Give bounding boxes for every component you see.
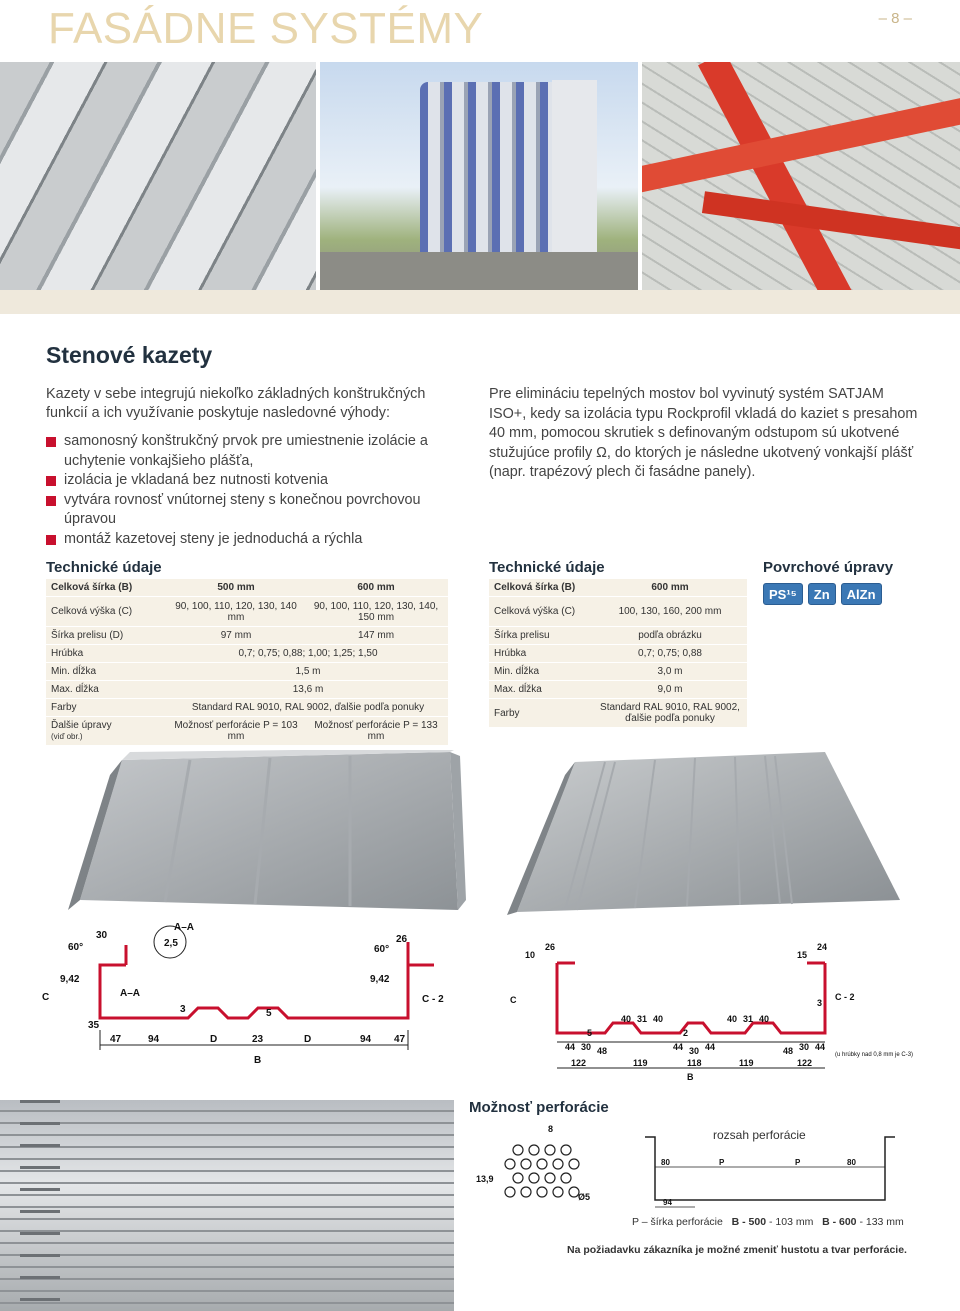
- benefits-list: [46, 432, 456, 549]
- dim-label: 40: [727, 1014, 738, 1024]
- dim-label: 26: [396, 934, 408, 945]
- dim-label: P: [719, 1158, 725, 1167]
- profile-line: [557, 963, 825, 1033]
- dim-label: 119: [633, 1058, 648, 1068]
- dim-label: 24: [817, 942, 828, 952]
- table-cell: Možnosť perforácie P = 103 mm: [168, 717, 304, 746]
- dim-label: 8: [548, 1124, 554, 1134]
- cross-section-left: [38, 920, 458, 1070]
- dim-label: B: [687, 1072, 694, 1082]
- table-cell: Celková šírka (B): [489, 579, 593, 597]
- dim-label: 94: [148, 1034, 160, 1045]
- legend-p: P – šírka perforácie: [632, 1216, 723, 1228]
- table-row: [46, 597, 448, 627]
- table-cell: Hrúbka: [46, 645, 168, 663]
- dim-label: 44: [815, 1042, 826, 1052]
- dim-label: 119: [739, 1058, 754, 1068]
- photo-facade-panels: [0, 62, 316, 290]
- list-item: izolácia je vkladaná bez nutnosti kotvenia: [46, 471, 456, 491]
- tech-left-title: Technické údaje: [46, 559, 162, 576]
- decorative-band: [0, 290, 960, 314]
- table-row: [46, 717, 448, 746]
- table-row: [46, 645, 448, 663]
- photo-parking-building: [320, 62, 638, 290]
- dim-label: C - 2: [835, 992, 855, 1002]
- table-cell: 1,5 m: [168, 663, 448, 681]
- dim-label: 40: [653, 1014, 664, 1024]
- section-title: Stenové kazety: [46, 342, 213, 368]
- table-cell: Max. dĺžka: [46, 681, 168, 699]
- perforation-note: Na požiadavku zákazníka je možné zmeniť hustotu a tvar perforácie.: [567, 1244, 907, 1256]
- legend-b600: B - 600: [822, 1216, 857, 1228]
- tech-table-left: [46, 579, 448, 746]
- dim-label: 10: [525, 950, 536, 960]
- perforation-title: Možnosť perforácie: [469, 1099, 609, 1116]
- legend-b600-value: - 133 mm: [856, 1216, 904, 1228]
- dim-label: 35: [88, 1020, 100, 1031]
- tech-table-right: [489, 579, 747, 728]
- table-row: [489, 597, 747, 627]
- table-cell: podľa obrázku: [593, 627, 747, 645]
- table-cell: Možnosť perforácie P = 133 mm: [304, 717, 448, 746]
- table-row: [489, 645, 747, 663]
- dim-label: P: [795, 1158, 801, 1167]
- table-cell: 600 mm: [593, 579, 747, 597]
- table-cell: Šírka prelisu: [489, 627, 593, 645]
- list-item: samonosný konštrukčný prvok pre umiestnenie izolácie a uchytenie vonkajšieho plášťa,: [46, 432, 456, 471]
- table-cell: Min. dĺžka: [489, 663, 593, 681]
- table-cell: Standard RAL 9010, RAL 9002, ďalšie podľa ponuky: [593, 699, 747, 728]
- cassette-render-right: [495, 750, 915, 915]
- table-cell: 100, 130, 160, 200 mm: [593, 597, 747, 627]
- dim-label: 15: [797, 950, 808, 960]
- surface-title: Povrchové úpravy: [763, 559, 894, 576]
- dim-label: 44: [705, 1042, 716, 1052]
- extra-note: (viď obr.): [51, 732, 83, 741]
- table-row: [46, 699, 448, 717]
- table-cell: [46, 717, 168, 746]
- table-cell: Celková výška (C): [46, 597, 168, 627]
- dim-label: 9,42: [60, 974, 80, 985]
- list-item: vytvára rovnosť vnútornej steny s konečnou povrchovou úpravou: [46, 491, 456, 530]
- perforation-pattern: [466, 1120, 626, 1210]
- dim-label: 80: [661, 1158, 670, 1167]
- dim-label: 44: [565, 1042, 576, 1052]
- cross-section-right: [505, 938, 915, 1088]
- cassette-render-left: [50, 750, 470, 915]
- table-cell: Farby: [489, 699, 593, 728]
- table-cell: Šírka prelisu (D): [46, 627, 168, 645]
- dim-label: 2,5: [164, 938, 178, 949]
- table-cell: 147 mm: [304, 627, 448, 645]
- dim-label: C - 2: [422, 994, 444, 1005]
- dim-label: 40: [621, 1014, 632, 1024]
- dim-label: 60°: [68, 942, 84, 953]
- table-row: [489, 663, 747, 681]
- dim-label: 40: [759, 1014, 770, 1024]
- legend-b500: B - 500: [731, 1216, 767, 1228]
- dim-label: 3: [817, 998, 823, 1008]
- dim-label: 26: [545, 942, 556, 952]
- extra-label: Ďalšie úpravy: [51, 720, 112, 731]
- dim-label: 47: [110, 1034, 122, 1045]
- dim-label: D: [304, 1034, 312, 1045]
- dim-label: C: [42, 992, 50, 1003]
- photo-building-facade: [0, 1100, 454, 1311]
- dim-label: 118: [687, 1058, 702, 1068]
- dim-label: 9,42: [370, 974, 390, 985]
- photo-red-steel-beams: [642, 62, 960, 290]
- dim-label: 13,9: [476, 1174, 494, 1184]
- table-row: [46, 627, 448, 645]
- table-cell: 90, 100, 110, 120, 130, 140, 150 mm: [304, 597, 448, 627]
- dim-label: 3: [180, 1004, 186, 1015]
- surface-badges: [763, 583, 882, 605]
- table-row: [46, 663, 448, 681]
- dim-label: 47: [394, 1034, 406, 1045]
- badge-ps15: PS¹⁵: [763, 583, 803, 605]
- table-row: [489, 699, 747, 728]
- dim-label: (u hrúbky nad 0,8 mm je C-3): [835, 1052, 914, 1058]
- dim-label: 30: [96, 930, 108, 941]
- dim-label: 80: [847, 1158, 856, 1167]
- dim-label: 122: [571, 1058, 587, 1068]
- dim-label: 2: [683, 1028, 689, 1038]
- table-cell: 13,6 m: [168, 681, 448, 699]
- page-title: FASÁDNE SYSTÉMY: [48, 4, 484, 53]
- page-number: – 8 –: [878, 10, 912, 27]
- table-row: [489, 627, 747, 645]
- table-cell: Hrúbka: [489, 645, 593, 663]
- list-item: montáž kazetovej steny je jednoduchá a rýchla: [46, 530, 456, 550]
- table-cell: 500 mm: [168, 579, 304, 597]
- dim-label: 5: [266, 1008, 272, 1019]
- dim-label: 94: [360, 1034, 372, 1045]
- table-cell: Celková šírka (B): [46, 579, 168, 597]
- dim-label: 94: [663, 1198, 672, 1207]
- table-cell: 0,7; 0,75; 0,88; 1,00; 1,25; 1,50: [168, 645, 448, 663]
- dim-label: C: [510, 995, 517, 1005]
- table-cell: 9,0 m: [593, 681, 747, 699]
- table-cell: Max. dĺžka: [489, 681, 593, 699]
- dim-label: A–A: [120, 988, 141, 999]
- table-row: [46, 681, 448, 699]
- dim-label: 5: [587, 1028, 593, 1038]
- table-cell: Standard RAL 9010, RAL 9002, ďalšie podľa ponuky: [168, 699, 448, 717]
- perforation-range-drawing: [635, 1125, 915, 1215]
- intro-text: Kazety v sebe integrujú niekoľko základných konštrukčných funkcií a ich využívanie poskytuje nasledovné výhody:: [46, 386, 426, 421]
- table-cell: 3,0 m: [593, 663, 747, 681]
- table-cell: 97 mm: [168, 627, 304, 645]
- dim-label: 31: [637, 1014, 648, 1024]
- dim-label: 60°: [374, 944, 390, 955]
- dim-label: 48: [783, 1046, 794, 1056]
- dim-label: 31: [743, 1014, 754, 1024]
- dim-label: A–A: [174, 922, 195, 933]
- dim-label: 122: [797, 1058, 813, 1068]
- dim-label: 23: [252, 1034, 264, 1045]
- table-row: [489, 681, 747, 699]
- perforation-range-label: rozsah perforácie: [713, 1128, 806, 1142]
- dim-label: 30: [581, 1042, 592, 1052]
- table-cell: 0,7; 0,75; 0,88: [593, 645, 747, 663]
- table-row: [489, 579, 747, 597]
- table-cell: Celková výška (C): [489, 597, 593, 627]
- dim-label: 30: [689, 1046, 700, 1056]
- dim-label: 30: [799, 1042, 810, 1052]
- hero-photo-strip: [0, 62, 960, 290]
- dim-label: 48: [597, 1046, 608, 1056]
- table-cell: 600 mm: [304, 579, 448, 597]
- table-cell: Min. dĺžka: [46, 663, 168, 681]
- tech-right-title: Technické údaje: [489, 559, 605, 576]
- badge-alzn: AlZn: [841, 583, 882, 605]
- table-cell: Farby: [46, 699, 168, 717]
- perforation-legend: [632, 1216, 904, 1228]
- table-row: [46, 579, 448, 597]
- badge-zn: Zn: [808, 583, 836, 605]
- dim-label: D: [210, 1034, 218, 1045]
- dim-label: Ø5: [578, 1192, 591, 1202]
- satjam-paragraph: Pre elimináciu tepelných mostov bol vyvinutý systém SATJAM ISO+, kedy sa izolácia typu Rockprofil vkladá do kaziet s presahom 40 mm, pomocou skrutiek s definovaným odstupom sú ukotvené stužujúce profily Ω, do ktorých je následne ukotvený vonkajší plášť (napr. trapézový plech či fasádne panely).: [489, 386, 918, 480]
- dim-label: 44: [673, 1042, 684, 1052]
- dim-label: B: [254, 1055, 262, 1066]
- table-cell: 90, 100, 110, 120, 130, 140 mm: [168, 597, 304, 627]
- legend-b500-value: - 103 mm: [766, 1216, 814, 1228]
